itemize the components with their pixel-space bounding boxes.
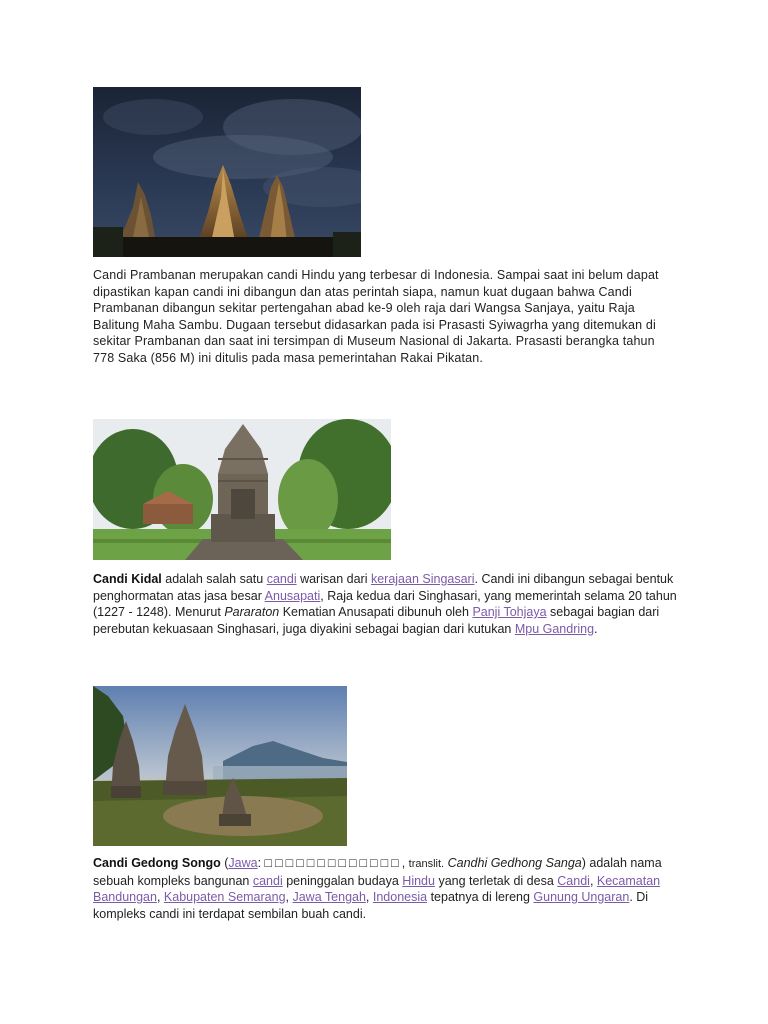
prambanan-photo bbox=[93, 87, 361, 257]
link-indonesia[interactable]: Indonesia bbox=[372, 890, 428, 904]
prambanan-image bbox=[93, 87, 361, 257]
kidal-paragraph: Candi Kidal adalah salah satu candi warisan dari kerajaan Singasari. Candi ini dibangun sebagai bentuk penghormatan atas jasa besar Anusapati, Raja kedua dari Singhasari, yang memerintah selama 20 tahun (1227 - 1248). Menurut Pararaton Kematian Anusapati dibunuh oleh Panji Tohjaya sebagai bagian dari perebutan kekuasaan Singhasari, juga diyakini sebagai bagian dari kutukan Mpu Gandring. bbox=[93, 572, 677, 636]
javanese-script: □□□□□□□□□□□□□ bbox=[264, 856, 402, 870]
kidal-title: Candi Kidal bbox=[93, 572, 162, 586]
link-mpu-gandring[interactable]: Mpu Gandring bbox=[514, 621, 595, 636]
pararaton-italic: Pararaton bbox=[224, 605, 280, 619]
link-kabupaten-semarang[interactable]: Kabupaten Semarang bbox=[163, 890, 286, 904]
link-candi-2[interactable]: candi bbox=[252, 873, 283, 888]
candhi-gedhong-sanga-italic: Candhi Gedhong Sanga bbox=[447, 856, 582, 870]
prambanan-paragraph: Candi Prambanan merupakan candi Hindu yang terbesar di Indonesia. Sampai saat ini belum dapat dipastikan kapan candi ini dibangun dan atas perintah siapa, namun kuat dugaan bahwa Candi Prambanan dibangun sekitar pertengahan abad ke-9 oleh raja dari Wangsa Sanjaya, yaitu Raja Balitung Maha Sambu. Dugaan tersebut didasarkan pada isi Prasasti Syiwagrha yang ditemukan di sekitar Prambanan dan saat ini tersimpan di Museum Nasional di Jakarta. Prasasti berangka tahun 778 Saka (856 M) ini ditulis pada masa pemerintahan Rakai Pikatan. bbox=[93, 268, 659, 365]
link-kecamatan-bandungan[interactable]: Kecamatan Bandungan bbox=[93, 873, 661, 904]
section-gedong-songo bbox=[93, 686, 683, 922]
link-anusapati[interactable]: Anusapati bbox=[264, 588, 321, 603]
link-panji-tohjaya[interactable]: Panji Tohjaya bbox=[472, 605, 547, 619]
link-jawa[interactable]: Jawa bbox=[228, 856, 258, 870]
kidal-image bbox=[93, 419, 391, 560]
gedong-songo-title: Candi Gedong Songo bbox=[93, 856, 221, 870]
translit-label: translit. bbox=[408, 858, 445, 870]
section-kidal bbox=[93, 419, 693, 637]
gedong-songo-photo bbox=[93, 686, 347, 846]
gedong-songo-image bbox=[93, 686, 347, 846]
link-candi[interactable]: candi bbox=[266, 572, 297, 586]
link-gunung-ungaran[interactable]: Gunung Ungaran bbox=[533, 890, 630, 904]
link-kerajaan-singasari[interactable]: kerajaan Singasari bbox=[370, 572, 475, 586]
kidal-photo bbox=[93, 419, 391, 560]
link-hindu[interactable]: Hindu bbox=[402, 873, 435, 888]
link-desa-candi[interactable]: Candi bbox=[557, 873, 590, 888]
section-prambanan bbox=[93, 87, 673, 366]
gedong-songo-paragraph: Candi Gedong Songo (Jawa: □□□□□□□□□□□□□, translit. Candhi Gedhong Sanga) adalah nama sebuah kompleks bangunan candi peninggalan budaya Hindu yang terletak di desa Candi, Kecamatan Bandungan, Kabupaten Semarang, Jawa Tengah, Indonesia tepatnya di lereng Gunung Ungaran. Di kompleks candi ini terdapat sembilan buah candi. bbox=[93, 856, 662, 921]
link-jawa-tengah[interactable]: Jawa Tengah bbox=[292, 890, 366, 904]
